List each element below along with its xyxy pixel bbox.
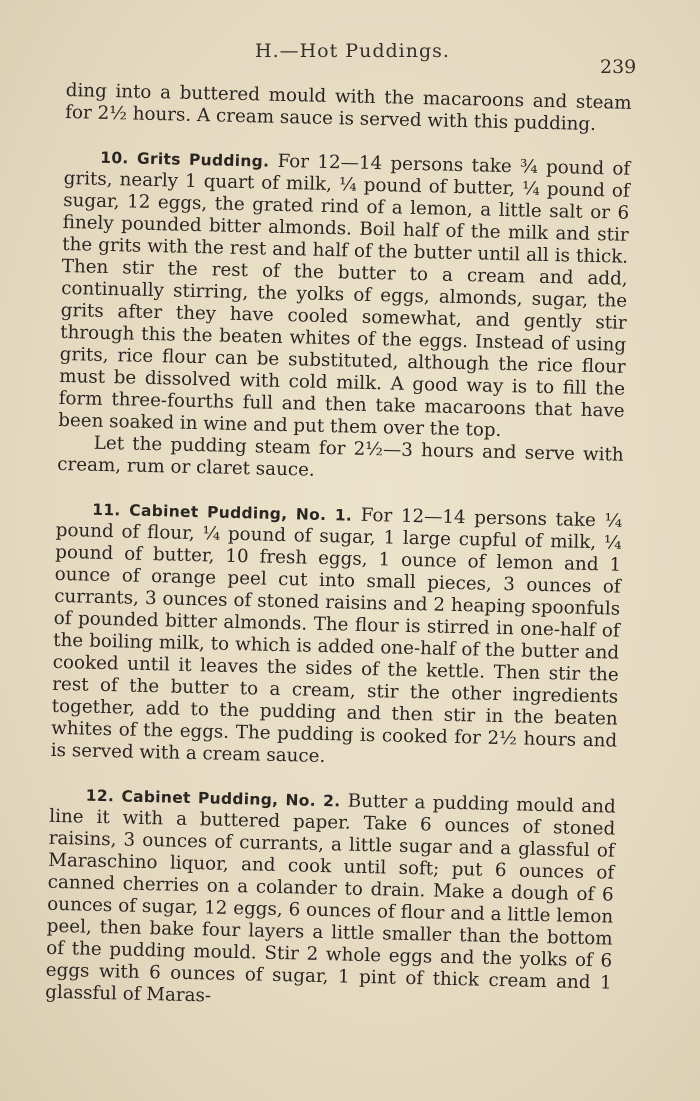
recipe-12: [45, 784, 616, 1017]
recipe-title: Cabinet Pudding, No. 1.: [129, 501, 353, 525]
recipe-body: Butter a pudding mould and line it with a buttered paper. Take 6 ounces of stoned raisins, 3 ounces of currants, a little sugar and a glassful of Maraschino liquor, and cook until soft; put 6 ounces of canned cherries on a colander to drain. Make a dough of 6 ounces of sugar, 12 eggs, 6 ounces of flour and a little lemon peel, then bake four layers a little smaller than the bottom of the pudding mould. Stir 2 whole eggs and the yolks of 6 eggs with 6 ounces of sugar, 1 pint of thick cream and 1 glassful of Maras-: [45, 790, 616, 1007]
recipe-number: 12.: [85, 786, 115, 806]
recipe-body: For 12—14 persons take ¼ pound of flour, ¼ pound of sugar, 1 large cupful of milk, ¼ pound of butter, 10 fresh eggs, 1 ounce of lemon and 1 ounce of orange peel cut into small pieces, 3 ounces of currants, 3 ounces of stoned raisins and 2 heaping spoonfuls of pounded bitter almonds. The flour is stirred in one-half of the boiling milk, to which is added one-half of the butter and cooked until it leaves the sides of the kettle. Then stir the rest of the butter to a cream, stir the other ingredients together, add to the pudding and then stir in the beaten whites of the eggs. The pudding is cooked for 2½ hours and is served with a cream sauce.: [50, 504, 623, 768]
running-title: H.—Hot Puddings.: [255, 40, 450, 62]
page-number: 239: [600, 56, 637, 78]
recipe-body: For 12—14 persons take ¾ pound of grits, nearly 1 quart of milk, ¼ pound of butter, ¼ pound of sugar, 12 eggs, the grated rind of a lemon, a little salt or 6 finely pounded bitter almonds. Boil half of the milk and stir the grits with the rest and half of the butter until all is thick. Then stir the rest of the butter to a cream and add, continually stirring, the yolks of eggs, almonds, sugar, the grits after they have cooled somewhat, and gently stir through this the beaten whites of the eggs. Instead of using grits, rice flour can be substituted, although the rice flour must be dissolved with cold milk. A good way is to fill the form three-fourths full and then take macaroons that have been soaked in wine and put them over the top.: [58, 150, 631, 441]
recipe-10-serving: Let the pudding steam for 2½—3 hours and serve with cream, rum or claret sauce.: [57, 432, 624, 481]
recipe-11: [51, 498, 623, 775]
recipe-title: Grits Pudding.: [136, 149, 270, 171]
page-header: [0, 38, 700, 78]
continuation-paragraph: ding into a buttered mould with the macaroons and steam for 2½ hours. A cream sauce is served with this pudding.: [65, 80, 632, 136]
body-text: [45, 80, 632, 1017]
recipe-number: 10.: [100, 148, 129, 168]
recipe-title: Cabinet Pudding, No. 2.: [121, 787, 341, 811]
recipe-number: 11.: [92, 500, 121, 520]
recipe-10: [58, 146, 630, 445]
